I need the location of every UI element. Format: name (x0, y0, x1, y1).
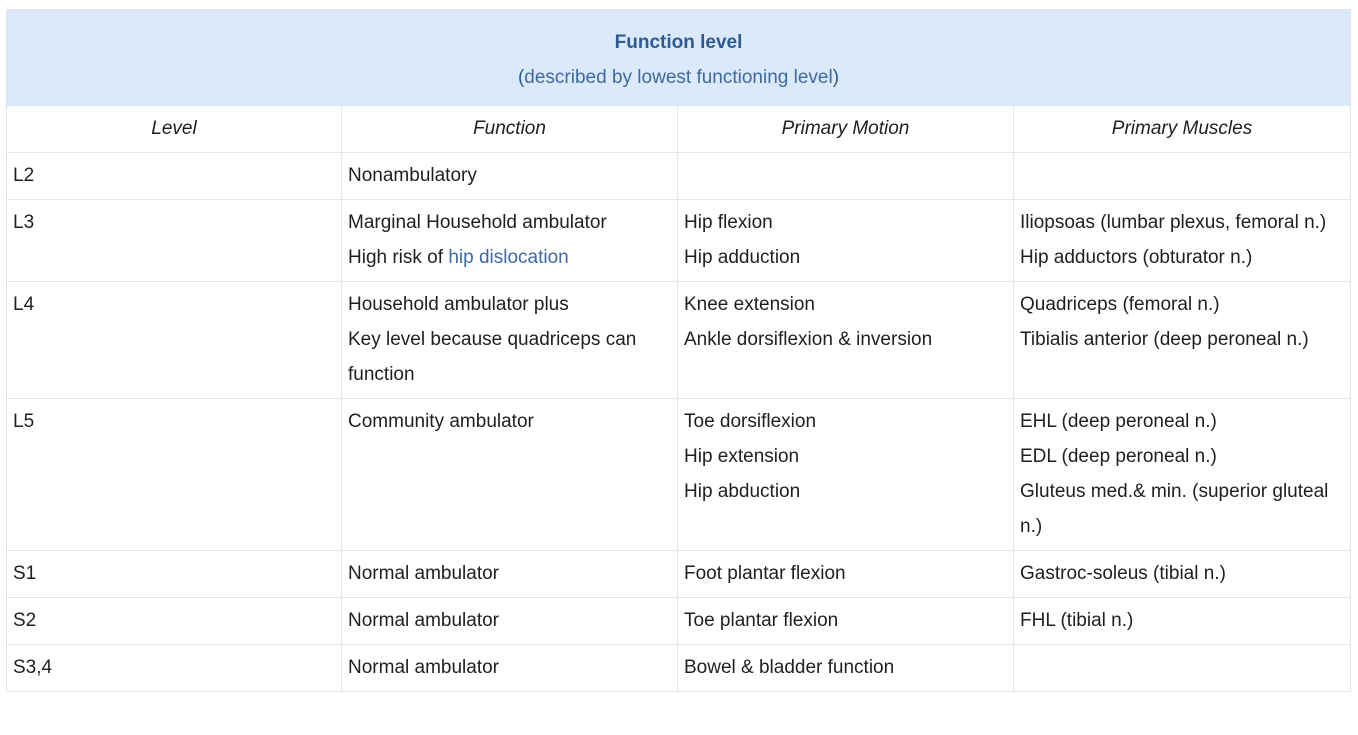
motion-line: Bowel & bladder function (684, 657, 895, 678)
cell-level: S2 (7, 598, 342, 645)
function-line: Normal ambulator (348, 563, 499, 584)
muscle-line: Iliopsoas (lumbar plexus, femoral n.) (1020, 212, 1327, 233)
motion-line: Hip abduction (684, 481, 801, 502)
function-line: Normal ambulator (348, 610, 499, 631)
table-row (7, 153, 1351, 200)
column-header-primary-motion: Primary Motion (678, 106, 1014, 153)
hip-dislocation-link[interactable]: hip dislocation (448, 247, 569, 268)
motion-line: Ankle dorsiflexion & inversion (684, 329, 933, 350)
table-row (7, 399, 1351, 551)
cell-function (342, 282, 678, 399)
muscle-line: EDL (deep peroneal n.) (1020, 446, 1217, 467)
table-title: Function level (614, 32, 743, 53)
function-link-prefix: High risk of (348, 247, 449, 268)
function-line (348, 240, 671, 275)
cell-primary-motion (678, 645, 1014, 692)
function-line: Household ambulator plus (348, 294, 569, 315)
cell-primary-motion (678, 551, 1014, 598)
muscle-line: Gastroc-soleus (tibial n.) (1020, 563, 1226, 584)
cell-primary-muscles (1014, 399, 1351, 551)
table-title-cell (7, 10, 1351, 106)
motion-line: Hip adduction (684, 247, 801, 268)
subtitle-close-paren: ) (832, 67, 840, 88)
table-row (7, 598, 1351, 645)
table-row (7, 645, 1351, 692)
column-header-function: Function (342, 106, 678, 153)
cell-primary-motion (678, 153, 1014, 200)
function-line: Community ambulator (348, 411, 534, 432)
muscle-line: Quadriceps (femoral n.) (1020, 294, 1220, 315)
cell-level: L2 (7, 153, 342, 200)
motion-line: Toe dorsiflexion (684, 411, 817, 432)
muscle-line: FHL (tibial n.) (1020, 610, 1134, 631)
cell-level: S3,4 (7, 645, 342, 692)
cell-primary-motion (678, 399, 1014, 551)
motion-line: Hip flexion (684, 212, 773, 233)
cell-function (342, 153, 678, 200)
muscle-line: Hip adductors (obturator n.) (1020, 247, 1253, 268)
function-level-table (6, 9, 1351, 692)
muscle-line: Gluteus med.& min. (superior gluteal n.) (1020, 481, 1329, 537)
cell-primary-motion (678, 200, 1014, 282)
table-title-row (7, 10, 1351, 106)
column-header-primary-muscles: Primary Muscles (1014, 106, 1351, 153)
function-line: Normal ambulator (348, 657, 499, 678)
cell-level: L3 (7, 200, 342, 282)
column-header-level: Level (7, 106, 342, 153)
function-line: Nonambulatory (348, 165, 477, 186)
cell-level: S1 (7, 551, 342, 598)
column-header-row (7, 106, 1351, 153)
cell-primary-motion (678, 598, 1014, 645)
cell-primary-muscles (1014, 551, 1351, 598)
subtitle-open-paren: ( (517, 67, 525, 88)
motion-line: Toe plantar flexion (684, 610, 839, 631)
cell-function (342, 399, 678, 551)
cell-primary-muscles (1014, 282, 1351, 399)
motion-line: Knee extension (684, 294, 815, 315)
cell-primary-muscles (1014, 598, 1351, 645)
cell-level: L4 (7, 282, 342, 399)
cell-function (342, 200, 678, 282)
lowest-functioning-level-link[interactable]: described by lowest functioning level (524, 67, 833, 88)
cell-function (342, 598, 678, 645)
motion-line: Foot plantar flexion (684, 563, 846, 584)
cell-primary-motion (678, 282, 1014, 399)
cell-primary-muscles (1014, 200, 1351, 282)
function-line: Key level because quadriceps can function (348, 329, 637, 385)
table-row (7, 200, 1351, 282)
muscle-line: EHL (deep peroneal n.) (1020, 411, 1217, 432)
cell-level: L5 (7, 399, 342, 551)
table-row (7, 282, 1351, 399)
function-level-table-container (6, 9, 1350, 692)
cell-function (342, 645, 678, 692)
table-subtitle (13, 60, 1344, 95)
muscle-line: Tibialis anterior (deep peroneal n.) (1020, 329, 1309, 350)
table-row (7, 551, 1351, 598)
motion-line: Hip extension (684, 446, 800, 467)
function-line: Marginal Household ambulator (348, 212, 607, 233)
cell-function (342, 551, 678, 598)
cell-primary-muscles (1014, 645, 1351, 692)
cell-primary-muscles (1014, 153, 1351, 200)
